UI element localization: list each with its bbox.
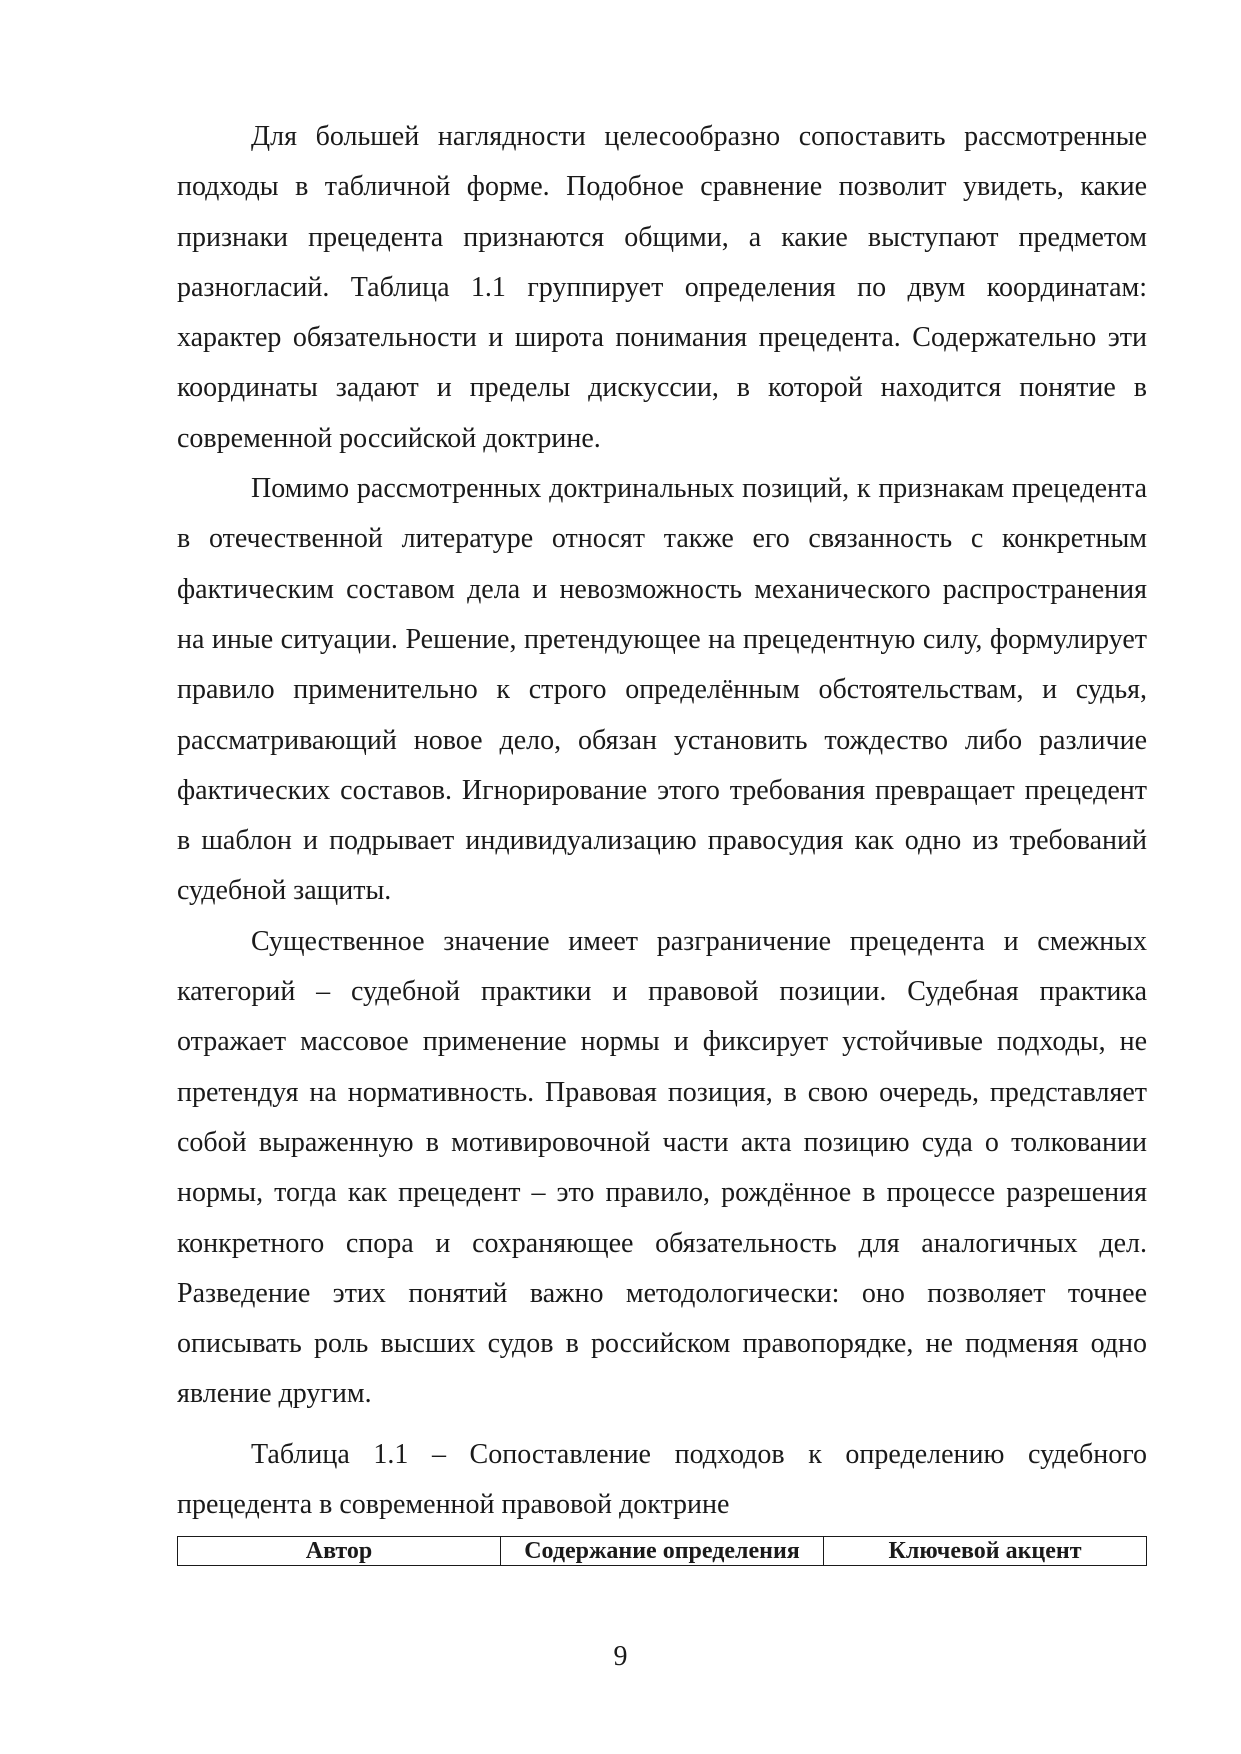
paragraph-3: Существенное значение имеет разграничение прецедента и смежных категорий – судебной практики и правовой позиции. Судебная практика отражает массовое применение нормы и фиксирует устойчивые подходы, не претендуя на нормативность. Правовая позиция, в свою очередь, представляет собой выраженную в мотивировочной части акта позицию суда о толковании нормы, тогда как прецедент – это правило, рождённое в процессе разрешения конкретного спора и сохраняющее обязательность для аналогичных дел. Разведение этих понятий важно методологически: оно позволяет точнее описывать роль высших судов в российском правопорядке, не подменяя одно явление другим.: [177, 925, 1147, 1410]
table-header-row: [178, 1537, 1147, 1566]
table-caption: Таблица 1.1 – Сопоставление подходов к определению судебного прецедента в современной правовой доктрине: [177, 1438, 1147, 1521]
comparison-table: [177, 1536, 1147, 1566]
paragraph-2: Помимо рассмотренных доктринальных позиций, к признакам прецедента в отечественной литературе относят также его связанность с конкретным фактическим составом дела и невозможность механического распространения на иные ситуации. Решение, претендующее на прецедентную силу, формулирует правило применительно к строго определённым обстоятельствам, и судья, рассматривающий новое дело, обязан установить тождество либо различие фактических составов. Игнорирование этого требования превращает прецедент в шаблон и подрывает индивидуализацию правосудия как одно из требований судебной защиты.: [177, 473, 1147, 907]
page-number: 9: [613, 1641, 628, 1672]
document-page: [177, 112, 1147, 1566]
table-header-definition: Содержание определения: [501, 1537, 824, 1566]
table-header-key-accent: Ключевой акцент: [824, 1537, 1147, 1566]
paragraph-1: Для большей наглядности целесообразно сопоставить рассмотренные подходы в табличной форме. Подобное сравнение позволит увидеть, какие признаки прецедента признаются общими, а какие выступают предметом разногласий. Таблица 1.1 группирует определения по двум координатам: характер обязательности и широта понимания прецедента. Содержательно эти координаты задают и пределы дискуссии, в которой находится понятие в современной российской доктрине.: [177, 121, 1147, 454]
table-header-author: Автор: [178, 1537, 501, 1566]
